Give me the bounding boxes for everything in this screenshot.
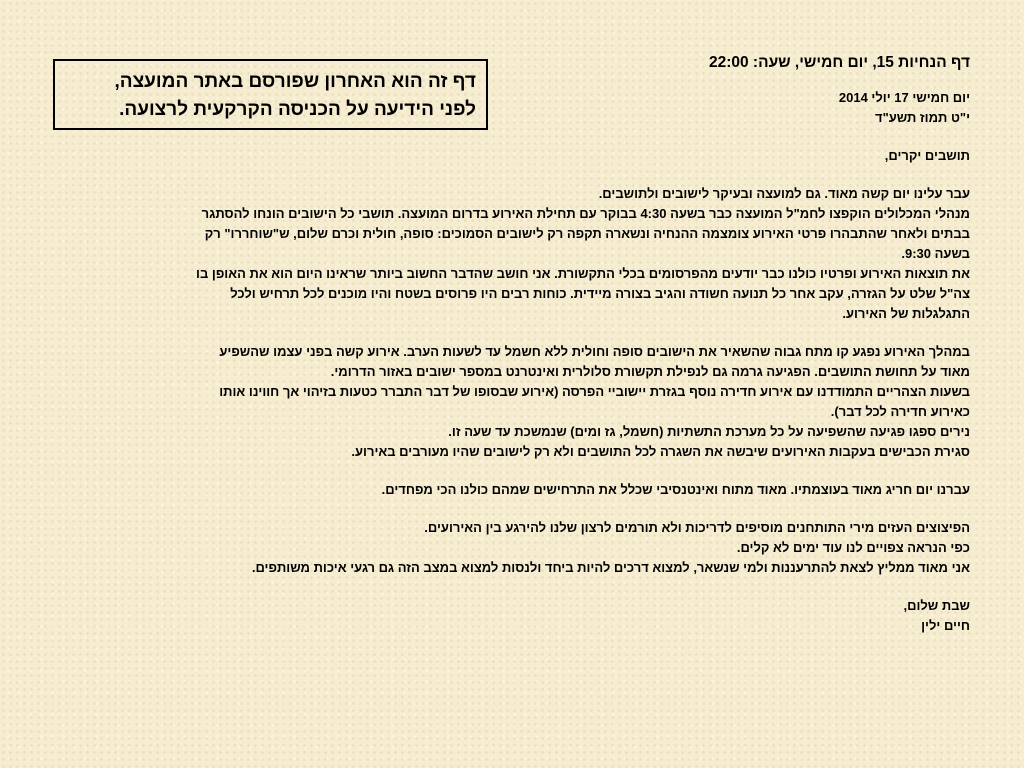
paragraph-line: בבתים ולאחר שהתבהרו פרטי האירוע צומצמה ההנחיה ונשארה תקפה רק לישובים הסמוכים: סופה, חולית וכרם שלום, ש"שוחררו" רק: [204, 226, 970, 241]
paragraph-line: אני מאוד ממליץ לצאת להתרעננות ולמי שנשאר, למצוא דרכים להיות ביחד ולנסות למצוא במצב הזה גם רגעי איכות משותפים.: [251, 560, 970, 575]
paragraph-line: סגירת הכבישים בעקבות האירועים שיבשה את השגרה לכל התושבים ולא רק לישובים שהיו מעורבים באירוע.: [351, 444, 970, 459]
letter-greeting: תושבים יקרים,: [884, 148, 970, 163]
paragraph-line: בשעה 9:30.: [901, 246, 970, 261]
letter-date-hebrew: י"ט תמוז תשע"ד: [875, 110, 970, 125]
paragraph-line: כפי הנראה צפויים לנו עוד ימים לא קלים.: [736, 540, 970, 555]
paragraph-line: עברנו יום חריג מאוד בעוצמתיו. מאוד מתוח ואינטנסיבי שכלל את התרחישים שמהם כולנו הכי מפחדים.: [381, 482, 970, 497]
letter-date-gregorian: יום חמישי 17 יולי 2014: [838, 90, 970, 105]
paragraph-line: את תוצאות האירוע ופרטיו כולנו כבר יודעים מהפרסומים בכלי התקשורת. אני חושב שהדבר החשוב ביותר שראינו היום הוא את האופן בו: [196, 266, 970, 281]
paragraph-line: בשעות הצהריים התמודדנו עם אירוע חדירה נוסף בגזרת יישוביי הפרסה (אירוע שבסופו של דבר התברר כטעות בזיהוי אך חווינו אותו: [219, 384, 970, 399]
paragraph-line: מאוד על תחושת התושבים. הפגיעה גרמה גם לנפילת תקשורת סלולרית ואינטרנט במספר ישובים באזור הדרומי.: [330, 364, 970, 379]
paragraph-line: הפיצוצים העזים מירי התותחנים מוסיפים לדריכות ולא תורמים לרצון שלנו להירגע בין האירועים.: [424, 520, 970, 535]
notice-line-1: דף זה הוא האחרון שפורסם באתר המועצה,: [114, 71, 476, 92]
paragraph-line: נירים ספגו פגיעה שהשפיעה על כל מערכת התשתיות (חשמל, גז ומים) שנמשכת עד שעה זו.: [448, 424, 970, 439]
notice-line-2: לפני הידיעה על הכניסה הקרקעית לרצועה.: [119, 99, 476, 120]
paragraph-line: התגלגלות של האירוע.: [842, 306, 970, 321]
paragraph-line: עבר עלינו יום קשה מאוד. גם למועצה ובעיקר לישובים ולתושבים.: [598, 186, 970, 201]
letter-title: דף הנחיות 15, יום חמישי, שעה: 22:00: [708, 54, 970, 71]
letter-body: [40, 53, 970, 636]
paragraph-line: צה"ל שלט על הגזרה, עקב אחר כל תנועה חשודה והגיב בצורה מיידית. כוחות רבים היו פרוסים בשטח והיו מוכנים לכל תרחיש ולכל: [230, 286, 970, 301]
paragraph-line: במהלך האירוע נפגע קו מתח גבוה שהשאיר את הישובים סופה וחולית ללא חשמל עד לשעות הערב. אירוע קשה בפני עצמו שהשפיע: [219, 344, 970, 359]
letter-signature: חיים ילין: [921, 618, 970, 633]
paragraph-line: מנהלי המכלולים הוקפצו לחמ"ל המועצה כבר בשעה 4:30 בבוקר עם תחילת האירוע בדרום המועצה. תושבי כל הישובים הונחו להסתגר: [201, 206, 970, 221]
letter-closing: שבת שלום,: [903, 598, 970, 613]
paragraph-line: כאירוע חדירה לכל דבר).: [830, 404, 970, 419]
